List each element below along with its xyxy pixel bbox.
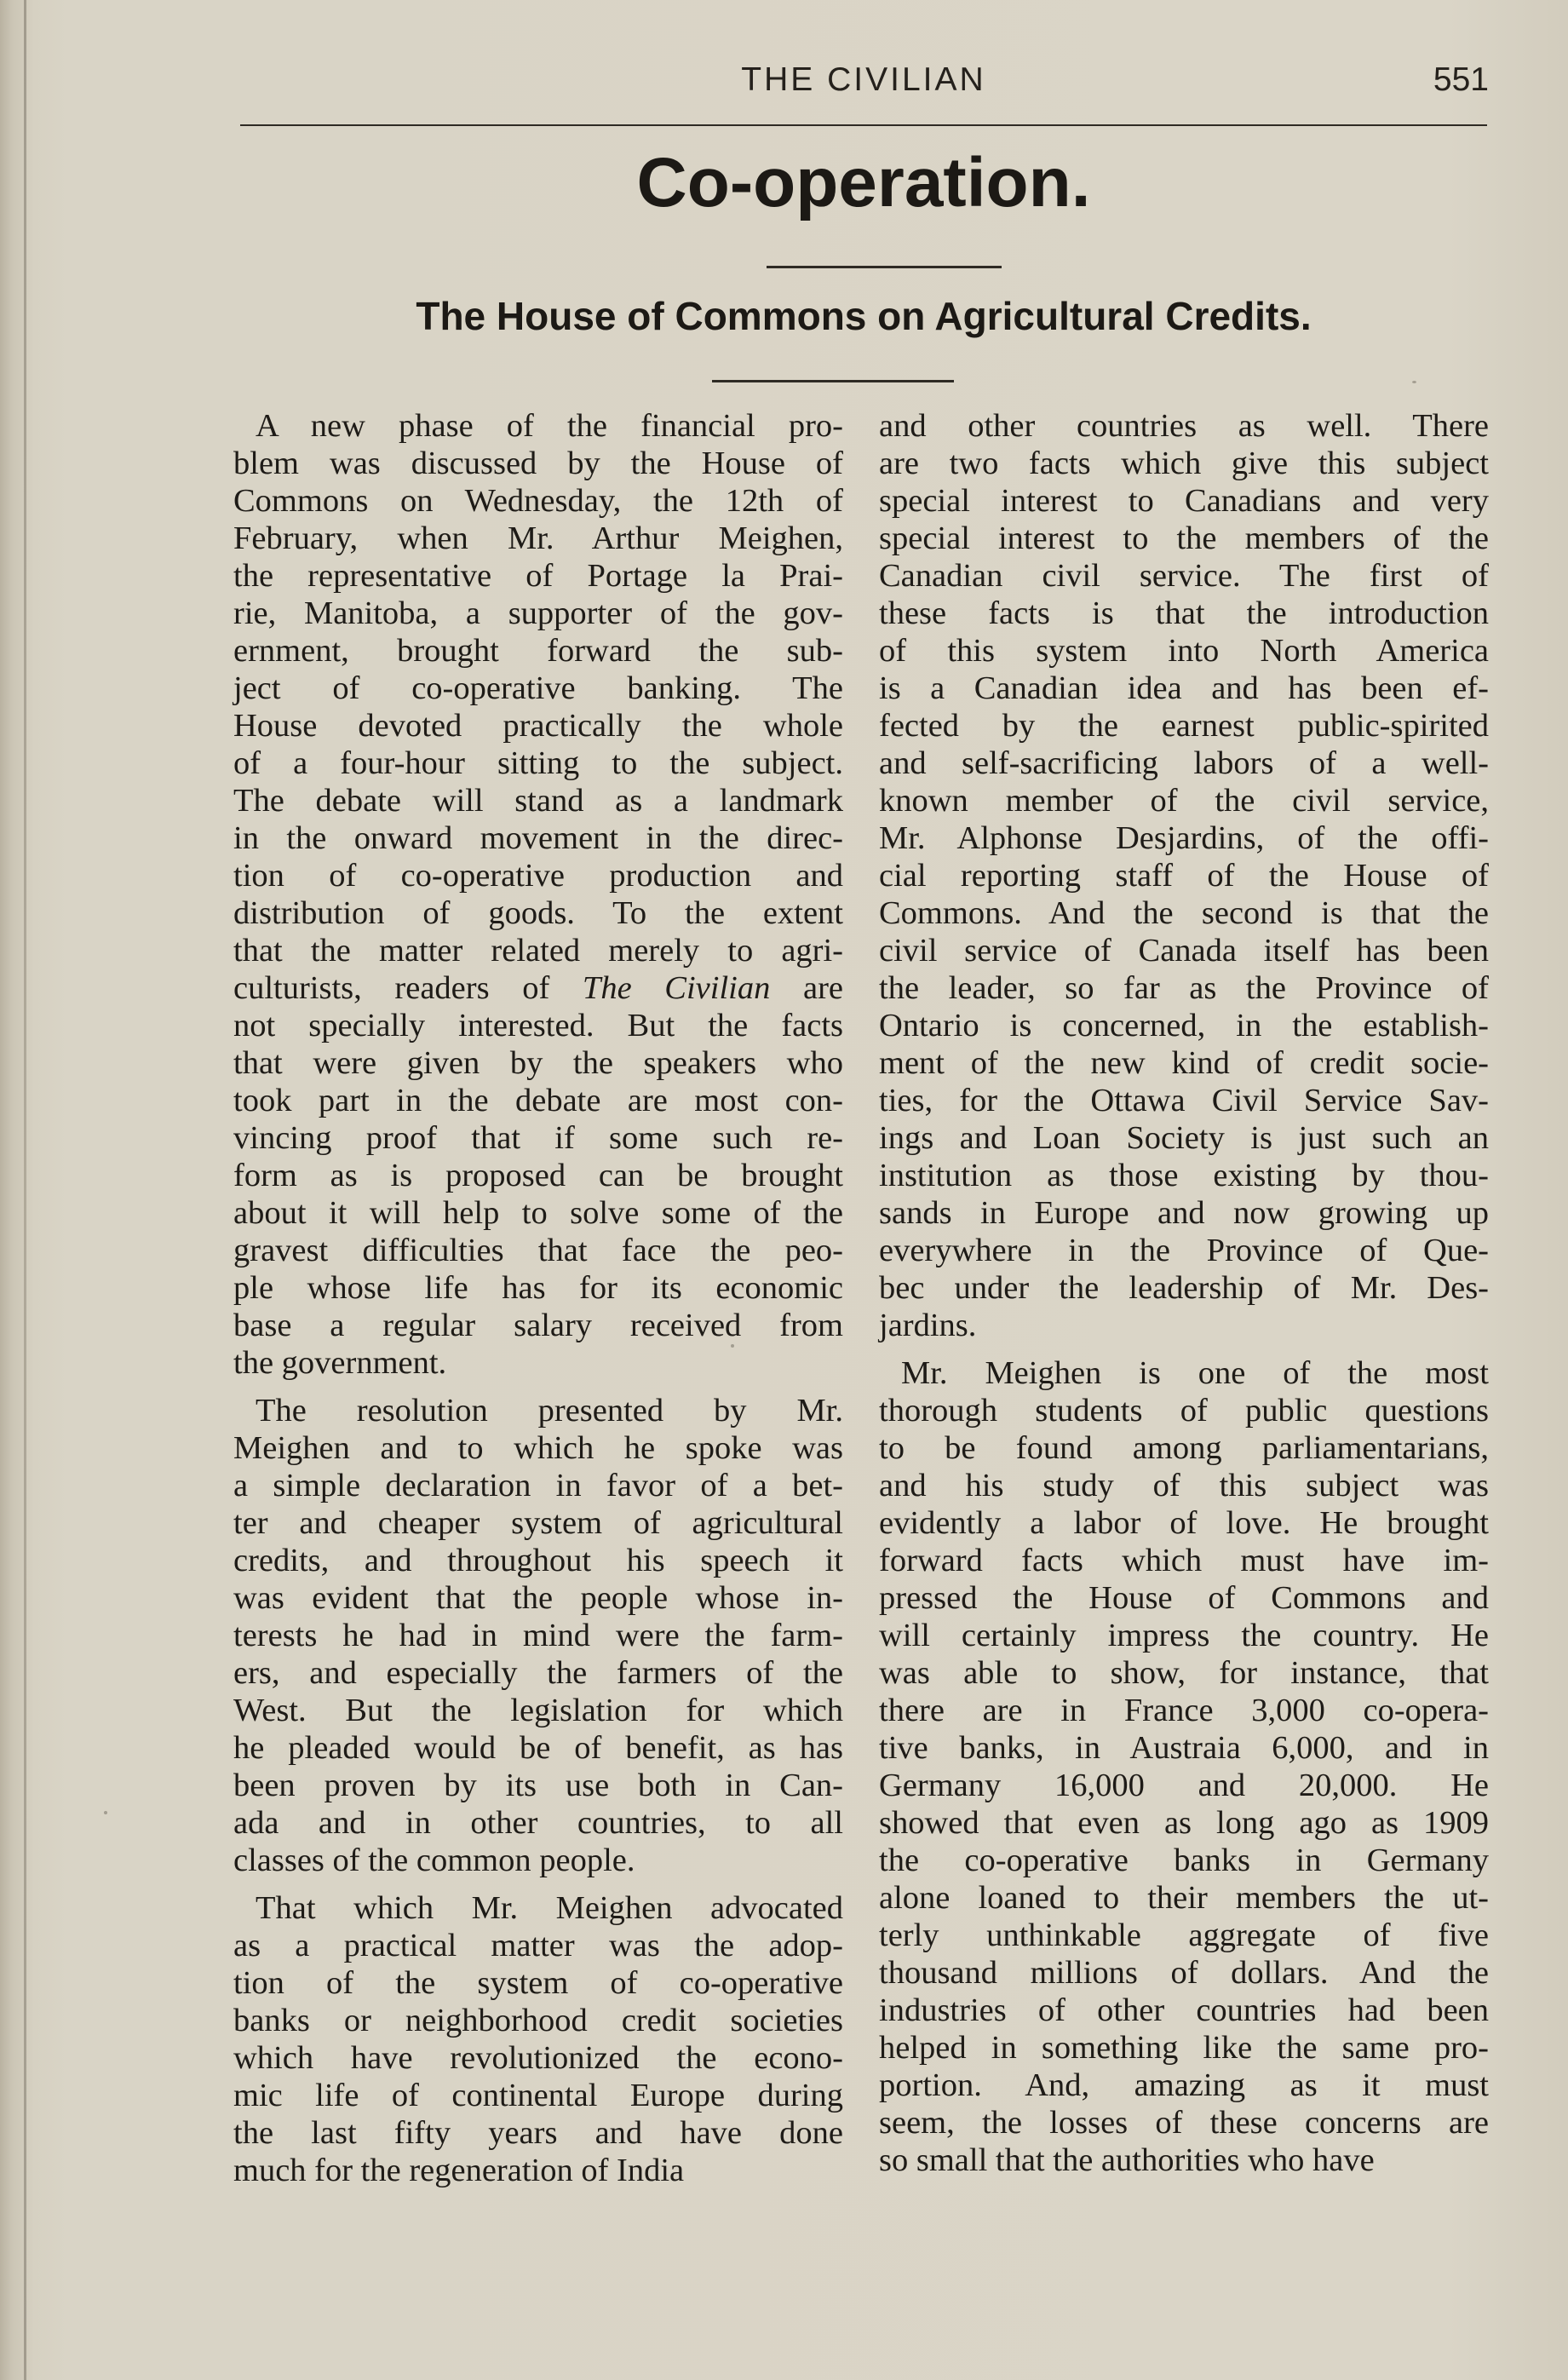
binding-gutter xyxy=(24,0,26,2380)
text-line: ter and cheaper system of agricultural xyxy=(233,1505,843,1541)
paragraph-gap xyxy=(233,1879,843,1889)
page-number: 551 xyxy=(1433,61,1489,98)
text-line: pressed the House of Commons and xyxy=(879,1580,1489,1616)
text-line: portion. And, amazing as it must xyxy=(879,2067,1489,2103)
text-line: Ontario is concerned, in the establish- xyxy=(879,1008,1489,1043)
text-line: so small that the authorities who have xyxy=(879,2142,1375,2178)
text-line: alone loaned to their members the ut- xyxy=(879,1880,1489,1916)
text-line: evidently a labor of love. He brought xyxy=(879,1505,1489,1541)
paragraph-gap xyxy=(233,1382,843,1392)
text-line: which have revolutionized the econo- xyxy=(233,2040,843,2076)
right-column xyxy=(879,407,1489,2179)
text-line: special interest to the members of the xyxy=(879,520,1489,556)
text-line: of this system into North America xyxy=(879,633,1489,669)
text-line: ada and in other countries, to all xyxy=(233,1805,843,1841)
article-title: Co-operation. xyxy=(636,144,1091,221)
text-line: he pleaded would be of benefit, as has xyxy=(233,1730,843,1766)
article-subtitle: The House of Commons on Agricultural Credits. xyxy=(416,294,1312,338)
text-line: in the onward movement in the direc- xyxy=(233,820,843,856)
text-line: industries of other countries had been xyxy=(879,1992,1489,2028)
text-line: The debate will stand as a landmark xyxy=(233,783,843,819)
text-line: ernment, brought forward the sub- xyxy=(233,633,843,669)
text-line: cial reporting staff of the House of xyxy=(879,858,1489,894)
header-rule xyxy=(240,124,1487,126)
text-line: and other countries as well. There xyxy=(879,408,1489,444)
text-line: much for the regeneration of India xyxy=(233,2153,685,2188)
text-line: blem was discussed by the House of xyxy=(233,446,843,481)
journal-name: THE CIVILIAN xyxy=(741,61,986,98)
text-line: helped in something like the same pro- xyxy=(879,2030,1489,2066)
text-line: there are in France 3,000 co-opera- xyxy=(879,1693,1489,1728)
text-line: the government. xyxy=(233,1345,447,1381)
text-line: been proven by its use both in Can- xyxy=(233,1768,843,1803)
text-line: ment of the new kind of credit socie- xyxy=(879,1045,1489,1081)
text-line: West. But the legislation for which xyxy=(233,1693,843,1728)
subtitle-divider xyxy=(712,380,954,382)
text-line: Commons. And the second is that the xyxy=(879,895,1489,931)
paragraph-gap xyxy=(879,1344,1489,1354)
text-line: that the matter related merely to agri- xyxy=(233,933,843,969)
text-line: ple whose life has for its economic xyxy=(233,1270,843,1306)
text-line: form as is proposed can be brought xyxy=(233,1158,843,1193)
paper-speck xyxy=(1412,381,1416,383)
text-line: fected by the earnest public-spirited xyxy=(879,708,1489,744)
paper-speck xyxy=(731,1344,734,1348)
text-line: the representative of Portage la Prai- xyxy=(233,558,843,594)
text-line: and his study of this subject was xyxy=(879,1468,1489,1503)
text-line: sands in Europe and now growing up xyxy=(879,1195,1489,1231)
text-line: banks or neighborhood credit societies xyxy=(233,2003,843,2038)
text-line: jardins. xyxy=(879,1308,977,1343)
text-line: That which Mr. Meighen advocated xyxy=(256,1890,843,1926)
text-line: showed that even as long ago as 1909 xyxy=(879,1805,1489,1841)
running-head xyxy=(238,61,1489,112)
text-line: of a four-hour sitting to the subject. xyxy=(233,745,843,781)
text-line: culturists, readers of The Civilian are xyxy=(233,970,844,1006)
title-divider xyxy=(767,266,1002,268)
text-line: tion of the system of co-operative xyxy=(233,1965,843,2001)
text-line: vincing proof that if some such re- xyxy=(233,1120,843,1156)
text-line: rie, Manitoba, a supporter of the gov- xyxy=(233,595,843,631)
text-line: Mr. Meighen is one of the most xyxy=(901,1355,1489,1391)
text-line: Commons on Wednesday, the 12th of xyxy=(233,483,843,519)
text-line: about it will help to solve some of the xyxy=(233,1195,843,1231)
text-line: ties, for the Ottawa Civil Service Sav- xyxy=(879,1083,1489,1118)
text-line: ject of co-operative banking. The xyxy=(233,670,843,706)
text-line: Germany 16,000 and 20,000. He xyxy=(879,1768,1489,1803)
text-line: thousand millions of dollars. And the xyxy=(879,1955,1489,1991)
text-line: Canadian civil service. The first of xyxy=(879,558,1489,594)
text-line: not specially interested. But the facts xyxy=(233,1008,843,1043)
text-line: tion of co-operative production and xyxy=(233,858,843,894)
text-line: the co-operative banks in Germany xyxy=(879,1842,1489,1878)
text-line: A new phase of the financial pro- xyxy=(256,408,843,444)
text-line: distribution of goods. To the extent xyxy=(233,895,843,931)
text-line: terests he had in mind were the farm- xyxy=(233,1618,843,1653)
text-line: civil service of Canada itself has been xyxy=(879,933,1489,969)
text-line: forward facts which must have im- xyxy=(879,1543,1489,1578)
text-line: House devoted practically the whole xyxy=(233,708,843,744)
text-line: ings and Loan Society is just such an xyxy=(879,1120,1489,1156)
text-line: is a Canadian idea and has been ef- xyxy=(879,670,1489,706)
text-line: Mr. Alphonse Desjardins, of the offi- xyxy=(879,820,1489,856)
text-line: are two facts which give this subject xyxy=(879,446,1489,481)
text-line: will certainly impress the country. He xyxy=(879,1618,1489,1653)
text-line: mic life of continental Europe during xyxy=(233,2078,843,2113)
text-line: took part in the debate are most con- xyxy=(233,1083,843,1118)
text-line: tive banks, in Austraia 6,000, and in xyxy=(879,1730,1489,1766)
text-line: ers, and especially the farmers of the xyxy=(233,1655,843,1691)
text-line: known member of the civil service, xyxy=(879,783,1489,819)
text-line: everywhere in the Province of Que- xyxy=(879,1233,1489,1268)
paper-speck xyxy=(104,1811,107,1814)
text-line: institution as those existing by thou- xyxy=(879,1158,1489,1193)
text-line: Meighen and to which he spoke was xyxy=(233,1430,843,1466)
left-column xyxy=(233,407,843,2189)
text-line: special interest to Canadians and very xyxy=(879,483,1489,519)
text-line: the last fifty years and have done xyxy=(233,2115,843,2151)
text-line: to be found among parliamentarians, xyxy=(879,1430,1489,1466)
text-line: a simple declaration in favor of a bet- xyxy=(233,1468,843,1503)
text-line: these facts is that the introduction xyxy=(879,595,1489,631)
text-line: The resolution presented by Mr. xyxy=(256,1393,843,1429)
text-line: February, when Mr. Arthur Meighen, xyxy=(233,520,843,556)
text-line: was able to show, for instance, that xyxy=(879,1655,1489,1691)
text-line: classes of the common people. xyxy=(233,1842,635,1878)
text-line: the leader, so far as the Province of xyxy=(879,970,1489,1006)
text-line: gravest difficulties that face the peo- xyxy=(233,1233,843,1268)
text-line: base a regular salary received from xyxy=(233,1308,843,1343)
text-line: bec under the leadership of Mr. Des- xyxy=(879,1270,1489,1306)
text-line: that were given by the speakers who xyxy=(233,1045,843,1081)
text-line: thorough students of public questions xyxy=(879,1393,1489,1429)
text-line: seem, the losses of these concerns are xyxy=(879,2105,1489,2141)
text-line: was evident that the people whose in- xyxy=(233,1580,843,1616)
text-line: as a practical matter was the adop- xyxy=(233,1928,843,1963)
text-line: and self-sacrificing labors of a well- xyxy=(879,745,1489,781)
text-line: credits, and throughout his speech it xyxy=(233,1543,843,1578)
text-line: terly unthinkable aggregate of five xyxy=(879,1917,1489,1953)
